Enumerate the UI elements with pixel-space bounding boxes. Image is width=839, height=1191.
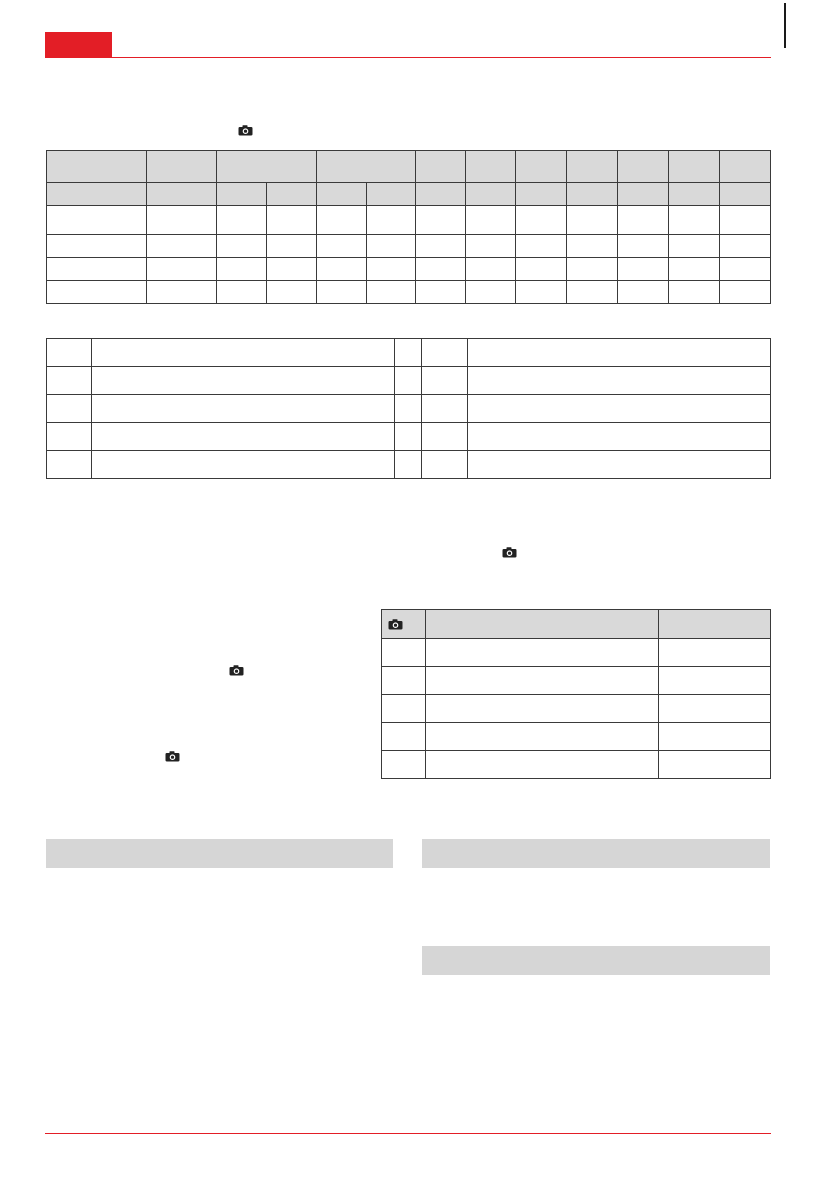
- parts-table: [46, 338, 771, 479]
- spec-table-subheader-row: [47, 183, 771, 206]
- table-row: [382, 667, 771, 695]
- table-row: [47, 395, 771, 423]
- section-heading-bar: [422, 839, 770, 868]
- table-row: [47, 258, 771, 281]
- spec-table: [46, 150, 771, 304]
- camera-icon: [165, 751, 180, 762]
- table-row: [382, 639, 771, 667]
- section-heading-bar: [422, 946, 770, 975]
- legend-table-header-row: [382, 610, 771, 639]
- table-row: [382, 695, 771, 723]
- camera-icon: [238, 125, 253, 136]
- table-row: [47, 339, 771, 367]
- table-row: [47, 367, 771, 395]
- table-row: [382, 723, 771, 751]
- crop-mark-line: [784, 3, 786, 48]
- table-row: [47, 423, 771, 451]
- table-row: [47, 281, 771, 304]
- legend-table: [381, 609, 771, 779]
- section-heading-bar: [46, 839, 393, 868]
- brand-tab: [45, 32, 112, 58]
- camera-icon: [388, 619, 403, 630]
- table-row: [47, 235, 771, 258]
- spec-table-header-row: [47, 151, 771, 183]
- camera-icon: [502, 547, 517, 558]
- table-row: [47, 451, 771, 479]
- header-rule: [45, 57, 771, 58]
- footer-rule: [45, 1133, 771, 1134]
- table-row: [47, 206, 771, 235]
- camera-icon: [229, 665, 244, 676]
- table-row: [382, 751, 771, 779]
